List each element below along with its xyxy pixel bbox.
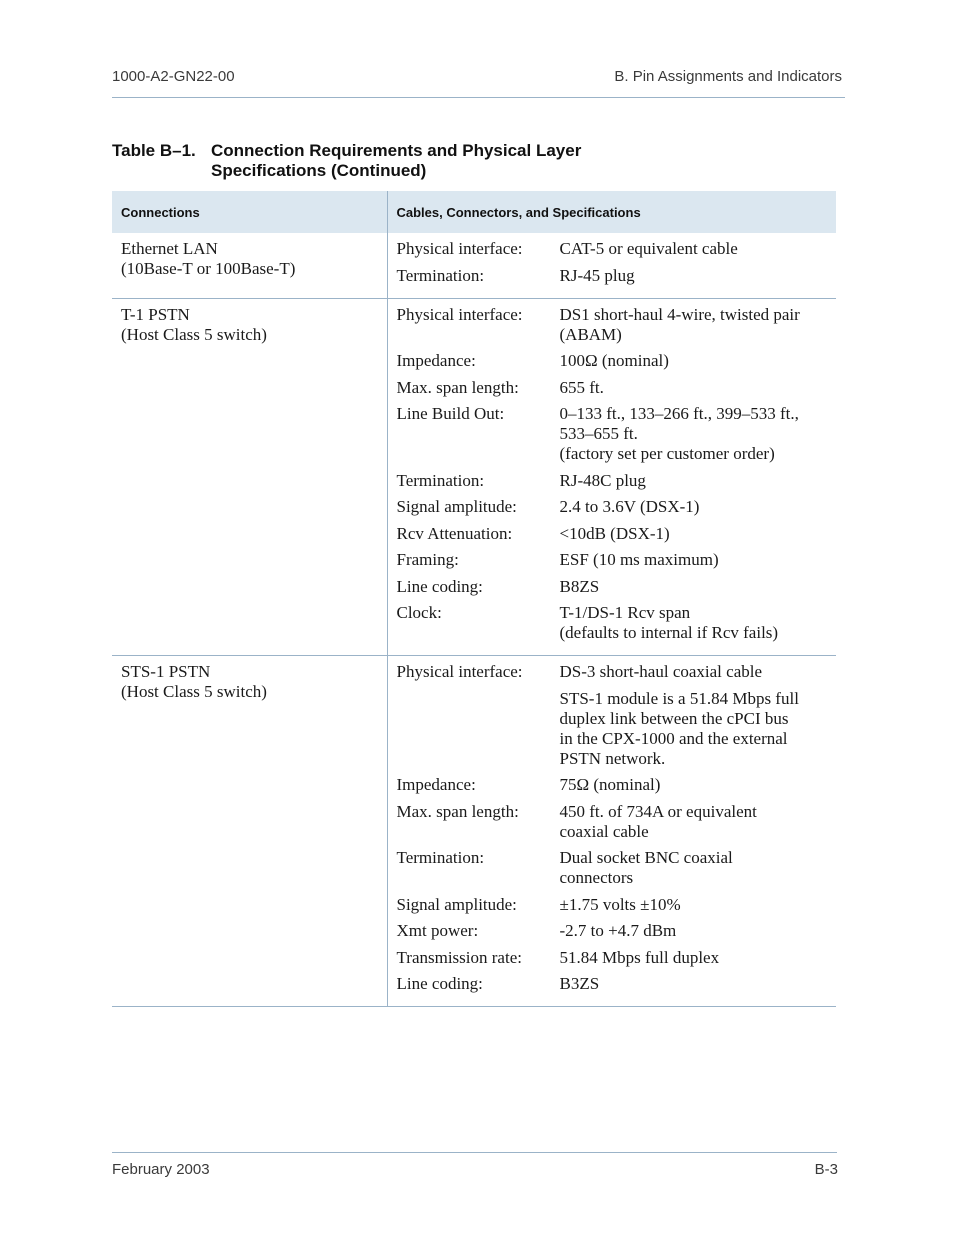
header-section-title: B. Pin Assignments and Indicators <box>614 68 842 85</box>
spec-label: Line Build Out: <box>396 404 505 423</box>
spec-label: Line coding: <box>396 576 483 596</box>
spec-item <box>397 524 837 544</box>
table-label: Table B–1. <box>112 141 196 160</box>
spec-label: Impedance: <box>396 351 476 370</box>
spec-item <box>397 550 837 570</box>
spec-label: Framing: <box>396 550 459 569</box>
specs-cell <box>387 233 836 298</box>
spec-label <box>397 689 560 769</box>
spec-value: 100Ω (nominal) <box>559 351 669 370</box>
spec-item <box>397 351 837 371</box>
header-doc-number: 1000-A2-GN22-00 <box>112 68 235 85</box>
spec-label: Line coding: <box>396 974 483 993</box>
spec-value: ESF (10 ms maximum) <box>559 550 719 569</box>
spec-label: Rcv Attenuation: <box>396 523 513 543</box>
spec-label: Impedance: <box>396 775 476 794</box>
col-header-specs: Cables, Connectors, and Specifications <box>387 191 836 233</box>
connection-name: T-1 PSTN <box>121 304 190 324</box>
spec-table <box>112 191 836 1007</box>
spec-value: B3ZS <box>559 974 600 993</box>
spec-label: Physical interface: <box>396 239 523 258</box>
footer-date: February 2003 <box>112 1161 210 1178</box>
spec-value: <10dB (DSX-1) <box>559 523 670 543</box>
spec-item <box>397 305 837 345</box>
table-row <box>112 298 836 656</box>
footer-page-number: B-3 <box>814 1161 838 1178</box>
table-caption <box>112 141 581 181</box>
spec-value: 51.84 Mbps full duplex <box>559 947 720 967</box>
footer-divider <box>112 1152 837 1153</box>
specs-cell <box>387 656 836 1007</box>
spec-label: Termination: <box>396 470 485 490</box>
spec-item <box>397 689 837 769</box>
spec-item <box>397 775 837 795</box>
connection-cell <box>112 298 387 656</box>
spec-item <box>397 471 837 491</box>
spec-label: Clock: <box>396 603 442 622</box>
spec-value: 0–133 ft., 133–266 ft., 399–533 ft., 533–655 ft. (factory set per customer order) <box>559 404 799 463</box>
connection-name: Ethernet LAN <box>121 239 218 258</box>
spec-label: Transmission rate: <box>396 947 522 967</box>
spec-value: -2.7 to +4.7 dBm <box>559 921 677 940</box>
table-body <box>112 233 836 1007</box>
spec-item <box>397 404 837 464</box>
spec-label: Physical interface: <box>396 304 523 324</box>
table-title-line1: Connection Requirements and Physical Layer <box>211 141 582 160</box>
spec-value: T-1/DS-1 Rcv span (defaults to internal if Rcv fails) <box>559 603 779 642</box>
spec-value: Dual socket BNC coaxial connectors <box>559 848 733 887</box>
spec-item <box>397 603 837 643</box>
spec-value: CAT-5 or equivalent cable <box>559 239 738 258</box>
table-title-line2: Specifications (Continued) <box>211 161 427 180</box>
specs-cell <box>387 298 836 656</box>
spec-label: Termination: <box>396 848 485 867</box>
spec-item <box>397 577 837 597</box>
spec-value: 655 ft. <box>559 377 604 397</box>
spec-item <box>397 497 837 517</box>
col-header-connections: Connections <box>112 191 387 233</box>
spec-value: 75Ω (nominal) <box>559 775 661 794</box>
spec-value: DS1 short-haul 4-wire, twisted pair (ABAM) <box>559 304 800 344</box>
spec-item <box>397 662 837 682</box>
spec-label: Signal amplitude: <box>396 497 517 516</box>
spec-label: Signal amplitude: <box>396 894 517 914</box>
connection-cell <box>112 656 387 1007</box>
spec-item <box>397 895 837 915</box>
table-row <box>112 656 836 1007</box>
connection-cell <box>112 233 387 298</box>
spec-value: 2.4 to 3.6V (DSX-1) <box>559 497 700 516</box>
spec-item <box>397 802 837 842</box>
spec-item <box>397 948 837 968</box>
spec-value: ±1.75 volts ±10% <box>559 894 681 914</box>
spec-value: STS-1 module is a 51.84 Mbps full duplex link between the cPCI bus in the CPX-1000 and the external PSTN network. <box>559 688 799 768</box>
spec-item <box>397 921 837 941</box>
spec-value: DS-3 short-haul coaxial cable <box>559 662 763 681</box>
spec-label: Xmt power: <box>396 921 479 940</box>
spec-item <box>397 848 837 888</box>
table-header-row <box>112 191 836 233</box>
spec-item <box>397 974 837 994</box>
spec-value: RJ-48C plug <box>559 470 646 490</box>
header-divider <box>112 97 845 98</box>
spec-label: Max. span length: <box>396 801 519 821</box>
connection-name: STS-1 PSTN <box>121 662 211 681</box>
spec-label: Max. span length: <box>396 377 519 397</box>
connection-name: (Host Class 5 switch) <box>121 682 267 701</box>
connection-name: (Host Class 5 switch) <box>121 324 267 344</box>
spec-item <box>397 378 837 398</box>
spec-value: RJ-45 plug <box>559 265 635 285</box>
spec-value: B8ZS <box>559 576 600 596</box>
spec-value: 450 ft. of 734A or equivalent coaxial cable <box>559 801 757 841</box>
spec-label: Physical interface: <box>396 662 523 681</box>
spec-item <box>397 266 837 286</box>
spec-label: Termination: <box>396 265 485 285</box>
spec-item <box>397 239 837 259</box>
table-row <box>112 233 836 298</box>
connection-name: (10Base-T or 100Base-T) <box>121 259 296 278</box>
